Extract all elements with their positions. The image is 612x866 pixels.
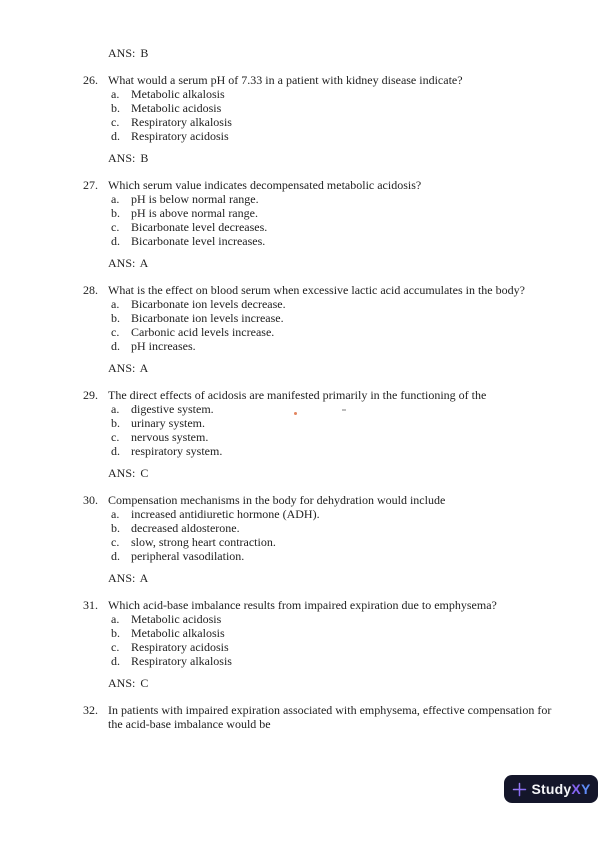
studyxy-watermark-badge <box>504 775 598 803</box>
question-text: Which acid-base imbalance results from impaired expiration due to emphysema? <box>108 598 497 612</box>
option <box>108 507 567 521</box>
option-letter: d. <box>111 129 120 143</box>
option <box>108 234 567 248</box>
option <box>108 101 567 115</box>
question-text: What is the effect on blood serum when excessive lactic acid accumulates in the body? <box>108 283 525 297</box>
question-body <box>108 703 567 731</box>
question-number: 32. <box>83 703 98 717</box>
option <box>108 612 567 626</box>
brand-x: X <box>571 781 581 797</box>
option <box>108 640 567 654</box>
option-text: decreased aldosterone. <box>131 521 240 535</box>
answer-line: ANS: B <box>108 151 149 165</box>
option-text: Metabolic acidosis <box>131 101 222 115</box>
option-letter: b. <box>111 521 120 535</box>
option-text: Bicarbonate ion levels decrease. <box>131 297 286 311</box>
option-text: Respiratory acidosis <box>131 640 229 654</box>
brand-y: Y <box>580 781 591 797</box>
question-body <box>108 283 567 375</box>
question-text: Compensation mechanisms in the body for dehydration would include <box>108 493 446 507</box>
question-number: 26. <box>83 73 98 87</box>
option-letter: a. <box>111 87 120 101</box>
option-text: Bicarbonate level increases. <box>131 234 266 248</box>
option-letter: a. <box>111 192 120 206</box>
option-text: respiratory system. <box>131 444 223 458</box>
question-28 <box>83 283 567 375</box>
question-body <box>108 493 567 585</box>
option-text: Bicarbonate level decreases. <box>131 220 268 234</box>
option-letter: c. <box>111 430 120 444</box>
artifact-speck-gray <box>342 409 346 411</box>
option-text: Respiratory alkalosis <box>131 654 232 668</box>
option <box>108 220 567 234</box>
option-letter: c. <box>111 640 120 654</box>
question-text: The direct effects of acidosis are manifested primarily in the functioning of the <box>108 388 487 402</box>
option-text: increased antidiuretic hormone (ADH). <box>131 507 320 521</box>
option-text: pH is below normal range. <box>131 192 259 206</box>
option-text: Bicarbonate ion levels increase. <box>131 311 284 325</box>
question-26 <box>83 73 567 165</box>
option <box>108 416 567 430</box>
question-text: In patients with impaired expiration associated with emphysema, effective compensation for the acid-base imbalance would be <box>108 703 552 731</box>
option <box>108 549 567 563</box>
question-number: 30. <box>83 493 98 507</box>
answer-line: ANS: C <box>108 466 149 480</box>
option-text: Metabolic acidosis <box>131 612 222 626</box>
option-text: pH increases. <box>131 339 196 353</box>
option-text: nervous system. <box>131 430 209 444</box>
question-number: 27. <box>83 178 98 192</box>
option-letter: b. <box>111 206 120 220</box>
brand-study: Study <box>531 781 572 797</box>
option-letter: a. <box>111 612 120 626</box>
option-text: Metabolic alkalosis <box>131 87 225 101</box>
option-text: Carbonic acid levels increase. <box>131 325 275 339</box>
option-text: Respiratory alkalosis <box>131 115 232 129</box>
option <box>108 115 567 129</box>
option-letter: c. <box>111 115 120 129</box>
question-31 <box>83 598 567 690</box>
option-letter: d. <box>111 339 120 353</box>
option-letter: a. <box>111 507 120 521</box>
question-number: 31. <box>83 598 98 612</box>
answer-line: ANS: C <box>108 676 149 690</box>
option <box>108 535 567 549</box>
question-text: What would a serum pH of 7.33 in a patient with kidney disease indicate? <box>108 73 463 87</box>
answer-line: ANS: A <box>108 571 149 585</box>
option-text: digestive system. <box>131 402 214 416</box>
question-body <box>108 73 567 165</box>
option <box>108 206 567 220</box>
question-30 <box>83 493 567 585</box>
option <box>108 444 567 458</box>
option <box>108 402 567 416</box>
option <box>108 325 567 339</box>
option <box>108 521 567 535</box>
question-29 <box>83 388 567 480</box>
option-letter: a. <box>111 402 120 416</box>
option-letter: d. <box>111 654 120 668</box>
option-text: peripheral vasodilation. <box>131 549 245 563</box>
question-27 <box>83 178 567 270</box>
brand-text <box>532 782 591 796</box>
option-text: urinary system. <box>131 416 205 430</box>
option-letter: b. <box>111 101 120 115</box>
option <box>108 129 567 143</box>
option-letter: b. <box>111 626 120 640</box>
question-body <box>108 388 567 480</box>
option-letter: b. <box>111 311 120 325</box>
option-letter: d. <box>111 549 120 563</box>
option-letter: c. <box>111 220 120 234</box>
option-text: pH is above normal range. <box>131 206 258 220</box>
option-letter: d. <box>111 444 120 458</box>
question-body <box>108 178 567 270</box>
option-letter: c. <box>111 535 120 549</box>
answer-line: ANS: B <box>108 46 149 60</box>
option-letter: b. <box>111 416 120 430</box>
answer-line: ANS: A <box>108 361 149 375</box>
option <box>108 297 567 311</box>
option <box>108 626 567 640</box>
option-text: Metabolic alkalosis <box>131 626 225 640</box>
option <box>108 87 567 101</box>
plus-icon <box>512 782 527 797</box>
artifact-dot-red <box>294 412 297 415</box>
option-text: slow, strong heart contraction. <box>131 535 276 549</box>
option <box>108 192 567 206</box>
option <box>108 339 567 353</box>
option-letter: a. <box>111 297 120 311</box>
option <box>108 430 567 444</box>
option-text: Respiratory acidosis <box>131 129 229 143</box>
question-number: 29. <box>83 388 98 402</box>
question-number: 28. <box>83 283 98 297</box>
answer-line: ANS: A <box>108 256 149 270</box>
question-32 <box>83 703 567 731</box>
option <box>108 311 567 325</box>
option <box>108 654 567 668</box>
option-letter: d. <box>111 234 120 248</box>
question-body <box>108 598 567 690</box>
question-text: Which serum value indicates decompensated metabolic acidosis? <box>108 178 422 192</box>
option-letter: c. <box>111 325 120 339</box>
